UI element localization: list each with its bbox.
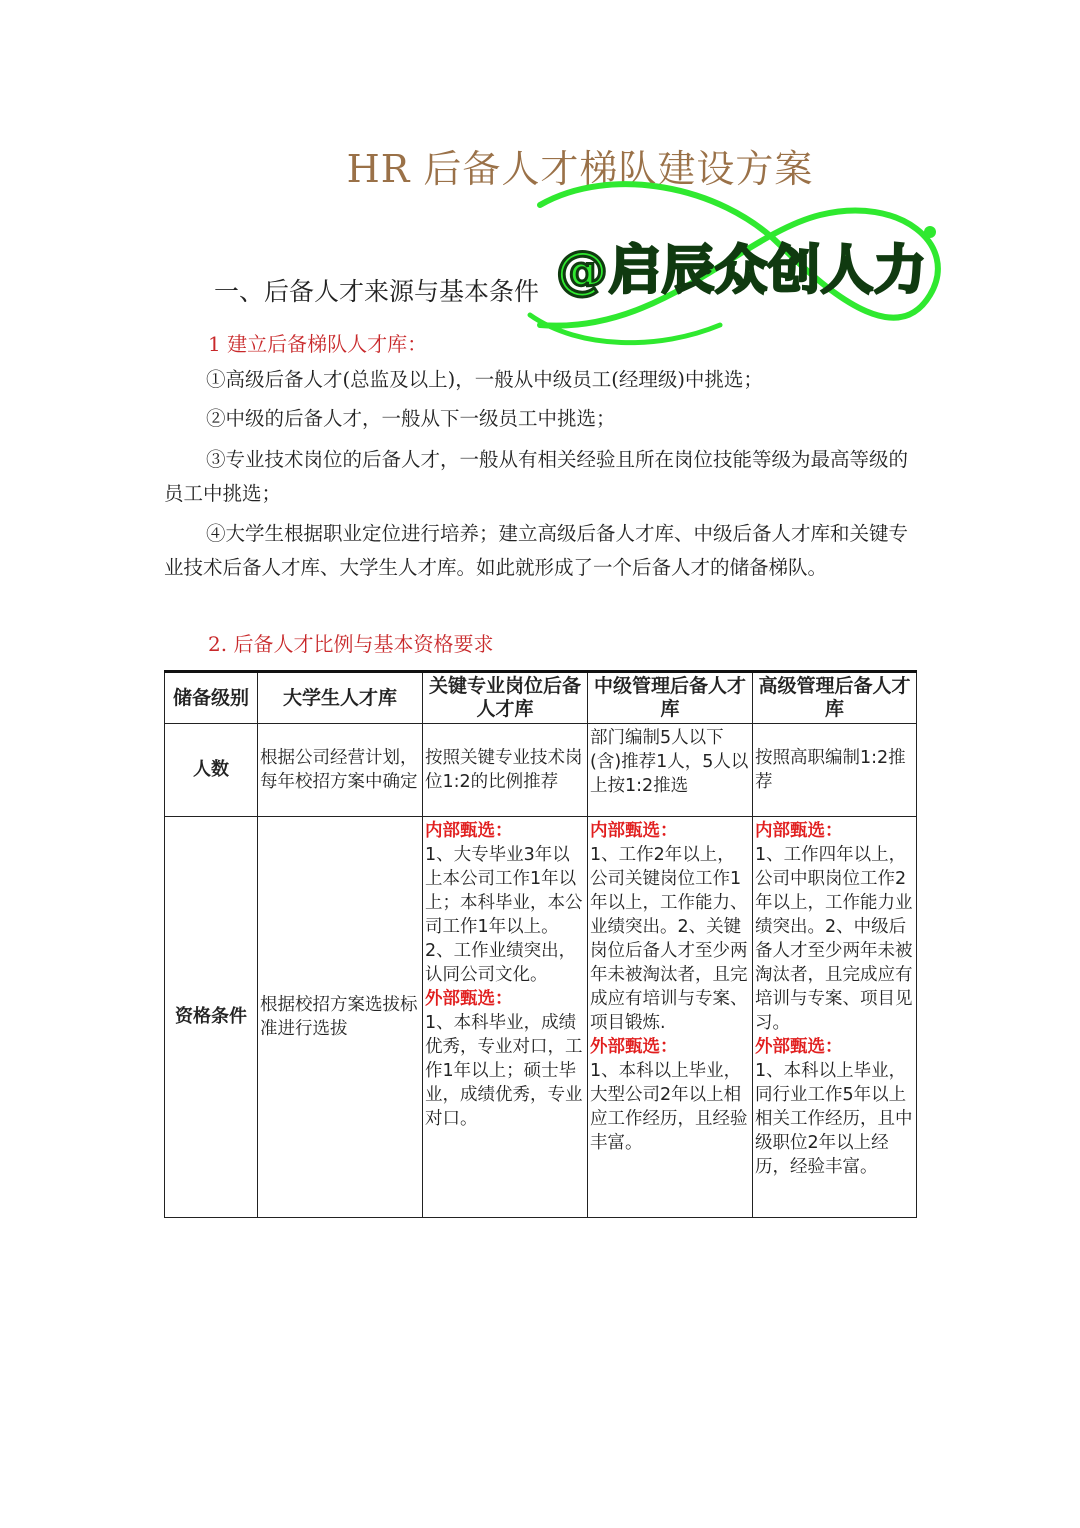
header-reserve-level: 储备级别 xyxy=(165,672,258,724)
paragraph-middle-source: ②中级的后备人才，一般从下一级员工中挑选； xyxy=(206,407,616,430)
row-label-count: 人数 xyxy=(165,724,258,817)
qualification-table xyxy=(164,670,917,1218)
document-title: HR 后备人才梯队建设方案 xyxy=(346,147,814,191)
subheading-ratio-requirements: 2. 后备人才比例与基本资格要求 xyxy=(208,632,494,656)
internal-selection-text: 1、工作2年以上，公司关键岗位工作1年以上，工作能力、业绩突出。2、关键岗位后备人才至少两年未被淘汰者，且完成应有培训与专案、项目锻炼. xyxy=(590,845,748,1033)
external-selection-text: 1、本科以上毕业，大型公司2年以上相应工作经历，且经验丰富。 xyxy=(590,1061,748,1153)
internal-selection-text: 1、工作四年以上，公司中职岗位工作2年以上，工作能力业绩突出。2、中级后备人才至少两年未被淘汰者，且完成应有培训与专案、项目见习。 xyxy=(755,845,913,1033)
paragraph-technical-source: ③专业技术岗位的后备人才，一般从有相关经验且所在岗位技能等级为最高等级的员工中挑选； xyxy=(164,448,909,505)
internal-selection-label: 内部甄选： xyxy=(755,821,843,841)
header-key-technical-pool: 关键专业岗位后备人才库 xyxy=(423,672,588,724)
cell-qual-senior xyxy=(753,817,917,1218)
cell-qual-middle xyxy=(588,817,753,1218)
external-selection-text: 1、本科毕业，成绩优秀，专业对口，工作1年以上；硕士毕业，成绩优秀，专业对口。 xyxy=(425,1013,583,1129)
cell-qual-university: 根据校招方案选拔标准进行选拔 xyxy=(258,817,423,1218)
external-selection-label: 外部甄选： xyxy=(590,1037,678,1057)
internal-selection-text: 1、大专毕业3年以上本公司工作1年以上；本科毕业，本公司工作1年以上。2、工作业绩突出，认同公司文化。 xyxy=(425,845,583,985)
external-selection-text: 1、本科以上毕业，同行业工作5年以上相关工作经历，且中级职位2年以上经历，经验丰富。 xyxy=(755,1061,913,1177)
paragraph-graduate-source: ④大学生根据职业定位进行培养；建立高级后备人才库、中级后备人才库和关键专业技术后备人才库、大学生人才库。如此就形成了一个后备人才的储备梯队。 xyxy=(164,522,909,579)
internal-selection-label: 内部甄选： xyxy=(590,821,678,841)
header-university-pool: 大学生人才库 xyxy=(258,672,423,724)
row-label-qualification: 资格条件 xyxy=(165,817,258,1218)
header-middle-management-pool: 中级管理后备人才库 xyxy=(588,672,753,724)
section-heading: 一、后备人才来源与基本条件 xyxy=(214,277,540,306)
table-row xyxy=(165,724,917,817)
internal-selection-label: 内部甄选： xyxy=(425,821,513,841)
table-header-row xyxy=(165,672,917,724)
external-selection-label: 外部甄选： xyxy=(755,1037,843,1057)
header-senior-management-pool: 高级管理后备人才库 xyxy=(753,672,917,724)
cell-count-senior: 按照高职编制1:2推荐 xyxy=(753,724,917,817)
cell-count-university: 根据公司经营计划，每年校招方案中确定 xyxy=(258,724,423,817)
external-selection-label: 外部甄选： xyxy=(425,989,513,1009)
cell-qual-key xyxy=(423,817,588,1218)
watermark-text: @启辰众创人力 xyxy=(556,241,928,301)
paragraph-senior-source: ①高级后备人才(总监及以上)，一般从中级员工(经理级)中挑选； xyxy=(206,368,763,391)
cell-count-middle: 部门编制5人以下(含)推荐1人，5人以上按1:2推选 xyxy=(588,724,753,817)
subheading-talent-pool: 1 建立后备梯队人才库： xyxy=(208,332,428,356)
cell-count-key: 按照关键专业技术岗位1:2的比例推荐 xyxy=(423,724,588,817)
table-row xyxy=(165,817,917,1218)
